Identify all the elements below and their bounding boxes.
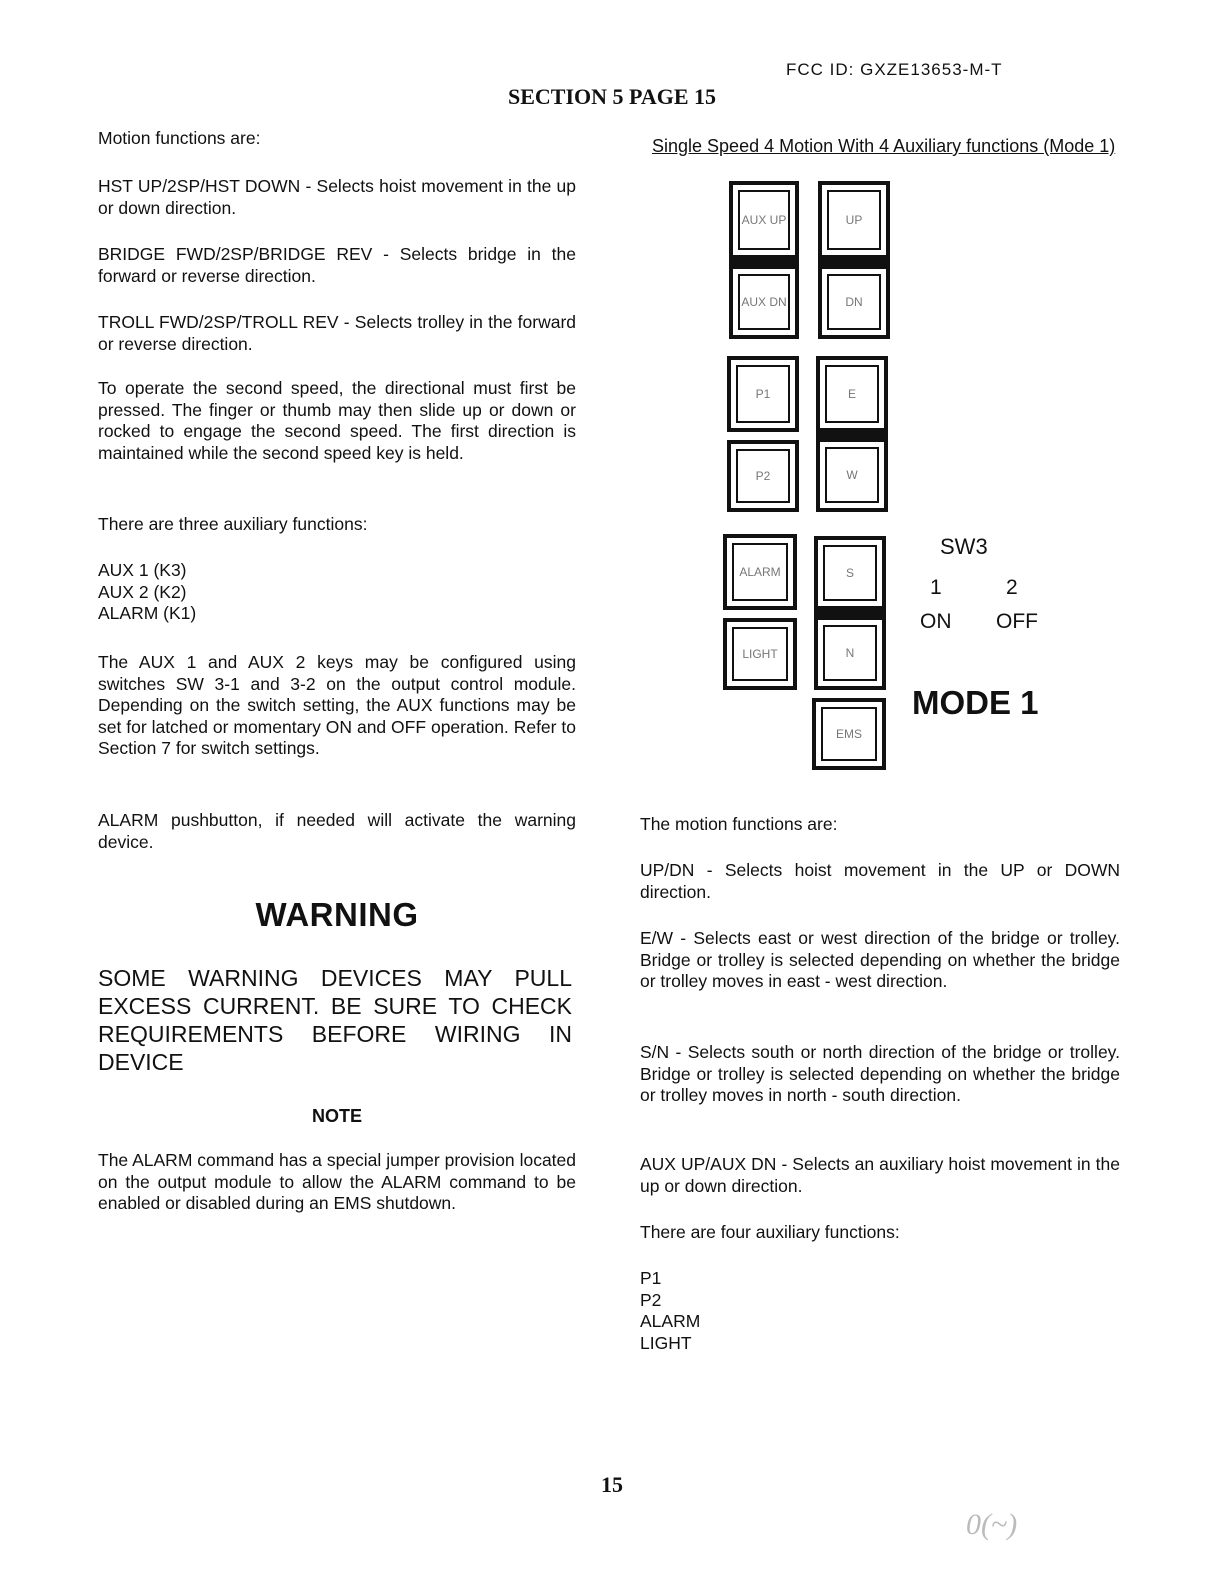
second-speed-description: To operate the second speed, the directional must first be pressed. The finger or thumb may then slide up or down or rocked to engage the second speed. The first direction is maintained while the second speed key is held. [98, 378, 576, 463]
aux-dn-key: AUX DN [729, 265, 799, 339]
warning-body: SOME WARNING DEVICES MAY PULL EXCESS CURRENT. BE SURE TO CHECK REQUIREMENTS BEFORE WIRING IN DEVICE [98, 965, 572, 1075]
alarm-key: ALARM [723, 534, 797, 610]
sw3-on: ON [920, 610, 952, 633]
aux-intro: There are three auxiliary functions: [98, 514, 368, 534]
sw3-col2: 2 [1006, 576, 1018, 599]
motion-functions-intro: The motion functions are: [640, 814, 838, 834]
e-key: E [816, 356, 888, 432]
aux-up-key: AUX UP [729, 181, 799, 259]
list-item: LIGHT [640, 1332, 692, 1353]
troll-description: TROLL FWD/2SP/TROLL REV - Selects trolley in the forward or reverse direction. [98, 312, 576, 354]
handwritten-mark: 0(~) [966, 1508, 1018, 1541]
aux-functions-intro: There are four auxiliary functions: [640, 1222, 900, 1242]
ew-description: E/W - Selects east or west direction of the bridge or trolley. Bridge or trolley is selected depending on whether the bridge or trolley moves in east - west direction. [640, 928, 1120, 991]
sw3-label: SW3 [940, 534, 988, 559]
fcc-id: FCC ID: GXZE13653-M-T [786, 60, 1003, 79]
up-key: UP [818, 181, 890, 259]
warning-title: WARNING [255, 896, 419, 933]
aux-config-description: The AUX 1 and AUX 2 keys may be configured using switches SW 3-1 and 3-2 on the output control module. Depending on the switch setting, the AUX functions may be set for latched or momentary ON and OFF operation. Refer to Section 7 for switch settings. [98, 652, 576, 758]
w-key: W [816, 438, 888, 512]
list-item: ALARM [640, 1311, 701, 1331]
list-item: ALARM (K1) [98, 603, 197, 623]
page-number: 15 [601, 1472, 623, 1497]
list-item: P2 [640, 1289, 662, 1310]
p2-key: P2 [727, 440, 799, 512]
sw3-off: OFF [996, 610, 1038, 633]
s-key: S [814, 536, 886, 610]
dn-key: DN [818, 265, 890, 339]
list-item: AUX 1 (K3) [98, 560, 187, 580]
ems-key: EMS [812, 698, 886, 770]
list-item: P1 [640, 1268, 662, 1288]
hst-description: HST UP/2SP/HST DOWN - Selects hoist movement in the up or down direction. [98, 176, 576, 218]
note-title: NOTE [311, 1106, 362, 1126]
motion-intro: Motion functions are: [98, 128, 261, 148]
alarm-pushbutton-description: ALARM pushbutton, if needed will activate the warning device. [98, 810, 576, 852]
aux-list [98, 560, 576, 625]
sw3-col1: 1 [930, 576, 942, 599]
aux-functions-list [640, 1268, 1120, 1354]
aux-updn-description: AUX UP/AUX DN - Selects an auxiliary hoist movement in the up or down direction. [640, 1154, 1120, 1196]
section-heading: SECTION 5 PAGE 15 [507, 84, 716, 109]
n-key: N [814, 616, 886, 690]
updn-description: UP/DN - Selects hoist movement in the UP or DOWN direction. [640, 860, 1120, 902]
list-item: AUX 2 (K2) [98, 581, 187, 602]
bridge-description: BRIDGE FWD/2SP/BRIDGE REV - Selects bridge in the forward or reverse direction. [98, 244, 576, 286]
p1-key: P1 [727, 356, 799, 432]
note-body: The ALARM command has a special jumper provision located on the output module to allow the ALARM command to be enabled or disabled during an EMS shutdown. [98, 1150, 576, 1213]
diagram-caption: Single Speed 4 Motion With 4 Auxiliary functions (Mode 1) [652, 136, 1116, 156]
mode-label: MODE 1 [912, 684, 1039, 721]
sn-description: S/N - Selects south or north direction of the bridge or trolley. Bridge or trolley is selected depending on whether the bridge or trolley moves in north - south direction. [640, 1042, 1120, 1105]
light-key: LIGHT [723, 618, 797, 690]
